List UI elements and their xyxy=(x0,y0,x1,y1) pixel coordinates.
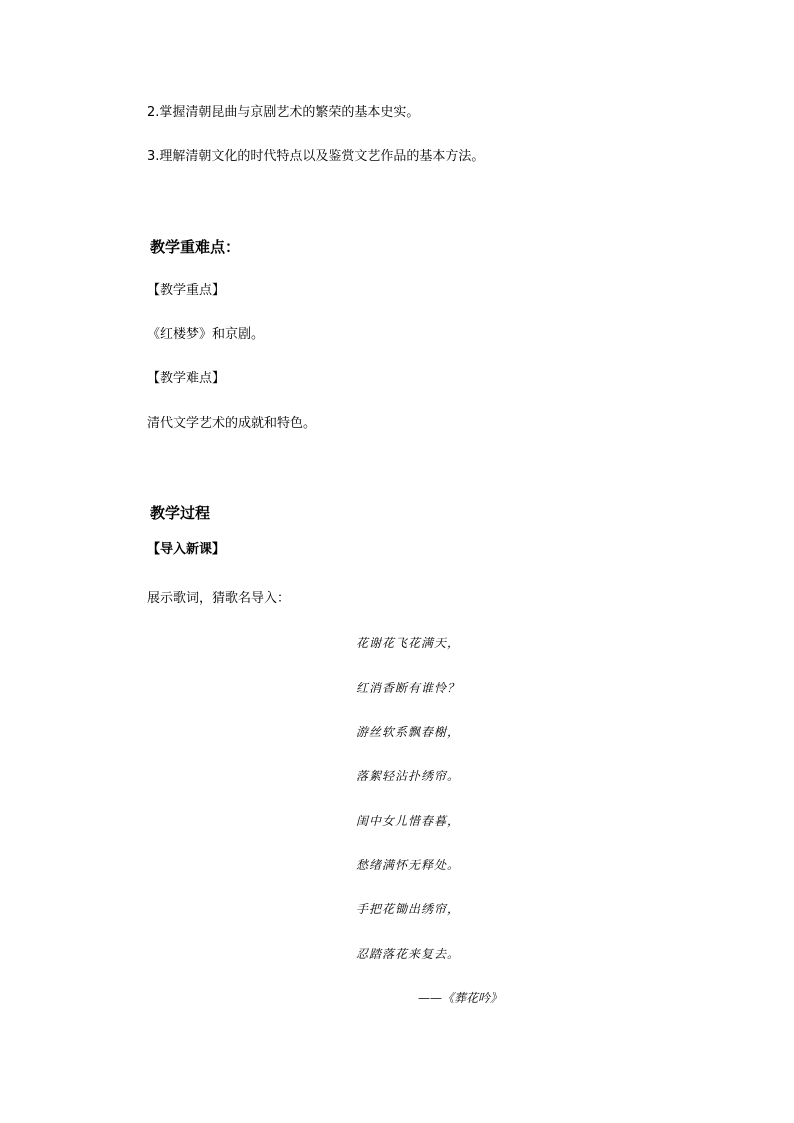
poem-line: 愁绪满怀无释处。 xyxy=(356,858,461,872)
intro-text: 展示歌词，猜歌名导入： xyxy=(147,591,291,606)
poem-line: 花谢花飞花满天， xyxy=(356,636,461,650)
key-point-text: 《红楼梦》和京剧。 xyxy=(147,327,265,342)
key-point-label: 【教学重点】 xyxy=(147,283,226,298)
poem-line: 落絮轻沾扑绣帘。 xyxy=(356,769,461,783)
objective-3: 3.理解清朝文化的时代特点以及鉴赏文艺作品的基本方法。 xyxy=(147,149,485,164)
poem-line: 闺中女儿惜春暮， xyxy=(356,814,461,828)
objective-2: 2.掌握清朝昆曲与京剧艺术的繁荣的基本史实。 xyxy=(147,105,420,120)
poem-line: 游丝软系飘春榭， xyxy=(356,725,461,739)
poem-line: 红消香断有谁怜？ xyxy=(356,681,461,695)
difficult-point-label: 【教学难点】 xyxy=(147,371,226,386)
poem-source: ——《葬花吟》 xyxy=(418,991,503,1005)
poem-line: 手把花锄出绣帘， xyxy=(356,902,461,916)
difficulty-heading: 教学重难点： xyxy=(150,238,241,256)
difficult-point-text: 清代文学艺术的成就和特色。 xyxy=(147,416,317,431)
poem-line: 忍踏落花来复去。 xyxy=(356,947,461,961)
intro-label: 【导入新课】 xyxy=(147,542,226,557)
process-heading: 教学过程 xyxy=(150,504,211,522)
